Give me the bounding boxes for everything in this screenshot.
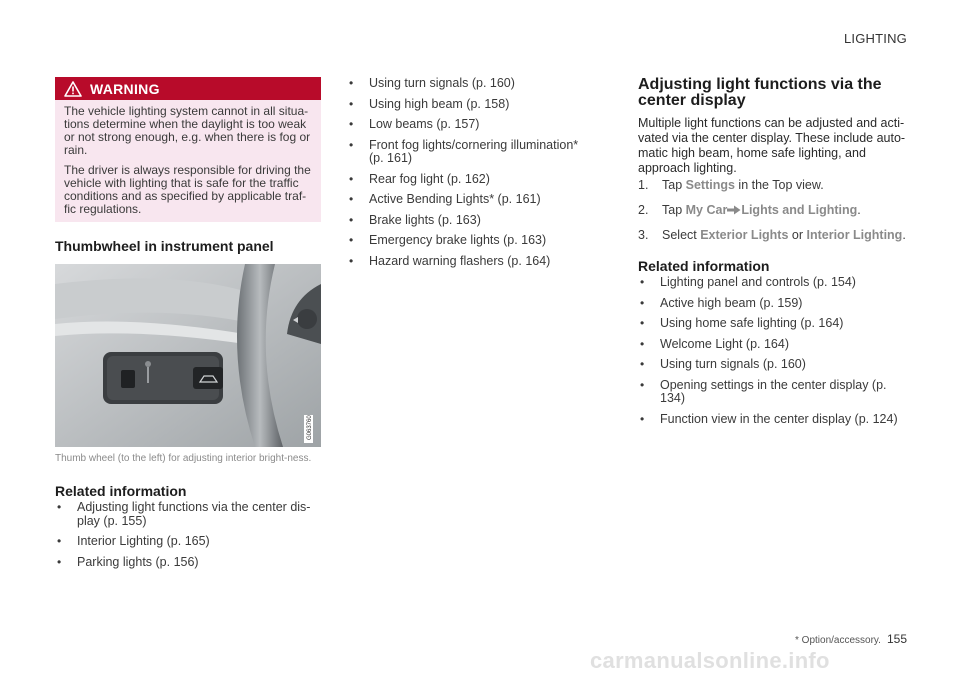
ui-my-car-label: My Car <box>685 203 728 217</box>
warning-triangle-icon <box>64 81 82 97</box>
ui-settings-label: Settings <box>685 178 735 192</box>
step-number: 1. <box>638 178 649 192</box>
warning-header <box>55 77 321 100</box>
arrow-right-icon <box>727 205 741 215</box>
list-item <box>347 193 587 207</box>
heading-line-2: center display <box>638 92 746 109</box>
light-functions-list <box>347 77 587 268</box>
related-link[interactable]: Hazard warning flashers (p. 164) <box>369 253 551 268</box>
step-text: Tap <box>662 178 686 192</box>
list-item <box>638 317 906 331</box>
ui-exterior-lights-label: Exterior Lights <box>700 228 789 242</box>
step-number: 3. <box>638 228 649 242</box>
right-column <box>638 77 906 426</box>
step-3 <box>638 228 906 243</box>
related-link[interactable]: Adjusting light functions via the center dis-play (p. 155) <box>77 500 311 528</box>
watermark: carmanualsonline.info <box>590 648 830 673</box>
adjusting-intro: Multiple light functions can be adjusted and acti-vated via the center display. These include auto-matic high beam, home safe lighting, and approach lighting. <box>638 116 906 175</box>
related-heading-1: Related information <box>55 483 187 499</box>
related-link[interactable]: Welcome Light (p. 164) <box>660 336 789 351</box>
related-list-1 <box>55 501 321 569</box>
list-item <box>638 358 906 372</box>
warning-text-2: The driver is always responsible for driving the vehicle with lighting that is safe for the traffic conditions and as specified by applicable traf-fic regulations. <box>64 163 311 216</box>
list-item <box>55 556 321 570</box>
related-link[interactable]: Interior Lighting (p. 165) <box>77 534 210 548</box>
list-item <box>638 338 906 352</box>
thumbwheel-heading: Thumbwheel in instrument panel <box>55 238 274 254</box>
step-text: Tap <box>662 203 686 217</box>
heading-line-1: Adjusting light functions via the <box>638 76 882 93</box>
photo-caption: Thumb wheel (to the left) for adjusting interior bright-ness. <box>55 453 312 464</box>
step-number: 2. <box>638 203 649 217</box>
related-link[interactable]: Opening settings in the center display (p. 134) <box>660 377 887 405</box>
related-link[interactable]: Active high beam (p. 159) <box>660 295 803 310</box>
list-item <box>55 501 321 528</box>
list-item <box>638 297 906 311</box>
step-1 <box>638 178 906 193</box>
list-item <box>347 234 587 248</box>
related-link[interactable]: Using turn signals (p. 160) <box>660 357 806 371</box>
image-code: G063760 <box>307 415 313 440</box>
ui-lights-and-lighting-label: Lights and Lighting <box>741 203 858 217</box>
steps-list <box>638 178 906 243</box>
list-item <box>638 413 906 427</box>
list-item <box>638 276 906 290</box>
related-list-2 <box>638 276 906 426</box>
ui-interior-lighting-label: Interior Lighting <box>806 228 903 242</box>
related-link[interactable]: Lighting panel and controls (p. 154) <box>660 275 856 289</box>
list-item <box>347 77 587 91</box>
left-column <box>55 77 321 569</box>
warning-text-1: The vehicle lighting system cannot in all situa-tions determine when the daylight is too weak or not strong enough, e.g. when there is fog or rain. <box>64 104 311 157</box>
related-link[interactable]: Using turn signals (p. 160) <box>369 76 515 90</box>
related-link[interactable]: Active Bending Lights* (p. 161) <box>369 192 541 206</box>
list-item <box>347 255 587 269</box>
step-text: Select <box>662 228 701 242</box>
related-link[interactable]: Low beams (p. 157) <box>369 117 480 131</box>
related-link[interactable]: Brake lights (p. 163) <box>369 212 481 227</box>
page-number: 155 <box>886 632 907 646</box>
list-item <box>347 173 587 187</box>
step-text: in the Top view. <box>734 178 824 192</box>
running-header: LIGHTING <box>844 31 907 46</box>
page-footer <box>795 632 907 646</box>
related-link[interactable]: Emergency brake lights (p. 163) <box>369 233 547 247</box>
footnote: * Option/accessory. <box>795 635 881 646</box>
related-link[interactable]: Function view in the center display (p. 124) <box>660 411 898 426</box>
related-link[interactable]: Front fog lights/cornering illumination* (p. 161) <box>369 137 579 165</box>
middle-column <box>347 77 587 268</box>
list-item <box>347 214 587 228</box>
warning-title: WARNING <box>90 80 160 97</box>
step-2 <box>638 203 906 218</box>
warning-box <box>55 77 321 222</box>
list-item <box>347 118 587 132</box>
list-item <box>55 535 321 549</box>
list-item <box>638 379 906 406</box>
related-link[interactable]: Parking lights (p. 156) <box>77 554 199 569</box>
step-text: . <box>902 228 906 242</box>
related-link[interactable]: Using high beam (p. 158) <box>369 96 510 111</box>
adjusting-heading <box>638 77 906 109</box>
related-link[interactable]: Using home safe lighting (p. 164) <box>660 316 844 330</box>
step-text: . <box>857 203 861 217</box>
related-heading-2: Related information <box>638 258 770 274</box>
step-text: or <box>788 228 807 242</box>
list-item <box>347 139 587 166</box>
list-item <box>347 98 587 112</box>
related-link[interactable]: Rear fog light (p. 162) <box>369 171 490 186</box>
dashboard-illustration <box>55 264 321 447</box>
thumbwheel-photo <box>55 264 321 447</box>
